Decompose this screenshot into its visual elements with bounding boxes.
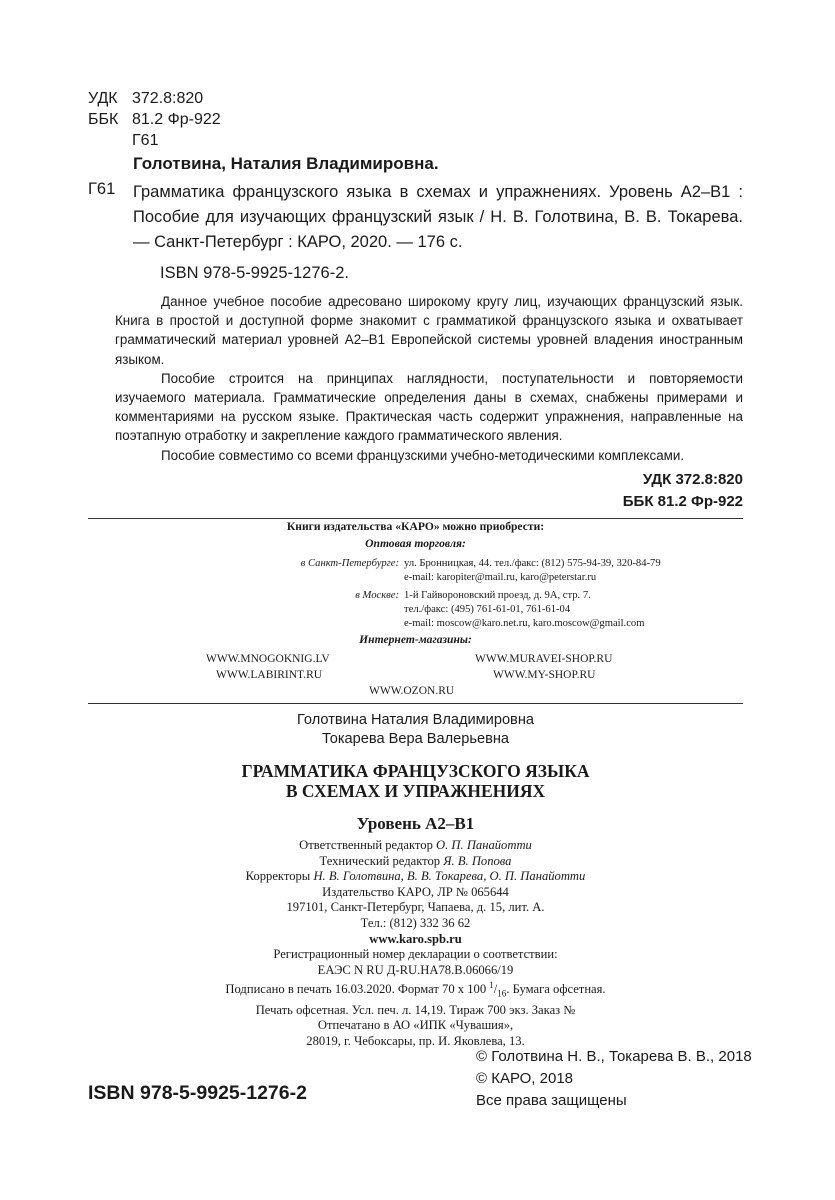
signed-to-print: Подписано в печать 16.03.2020. Формат 70 х 100 $^1/_{16}$. Бумага офсетная. xyxy=(225,980,606,1000)
spb-block xyxy=(88,557,743,585)
classification-bottom xyxy=(623,469,743,513)
shop-link[interactable]: WWW.OZON.RU xyxy=(369,685,455,697)
spb-email: e-mail: karopiter@mail.ru, karo@peterstar.ru xyxy=(404,572,597,583)
msk-block xyxy=(88,589,743,631)
title-line: В СХЕМАХ И УПРАЖНЕНИЯХ xyxy=(285,781,546,801)
msk-lines xyxy=(404,589,644,631)
shop-link[interactable]: WWW.LABIRINT.RU xyxy=(216,669,323,681)
printer-address: 28019, г. Чебоксары, пр. И. Яковлева, 13. xyxy=(306,1033,525,1048)
annotation-paragraph: Данное учебное пособие адресовано широкому кругу лиц, изучающих французский язык. Книга в простой и доступной форме знакомит с грамматикой французского языка и охватывает грамматический материал уровней А2–В1 Европейской системы уровней владения иностранным языком. xyxy=(115,294,743,367)
author-name: Голотвина Наталия Владимировна xyxy=(297,712,534,728)
cutter-code: Г61 xyxy=(132,132,159,149)
book-title xyxy=(88,761,743,801)
udk-label: УДК xyxy=(88,90,118,107)
title-line: ГРАММАТИКА ФРАНЦУЗСКОГО ЯЗЫКА xyxy=(241,761,590,781)
copyright-line: © КАРО, 2018 xyxy=(476,1070,574,1087)
publisher-address: 197101, Санкт-Петербург, Чапаева, д. 15, лит. А. xyxy=(286,900,545,915)
divider-top xyxy=(88,518,743,519)
bbk-value: 81.2 Фр-922 xyxy=(132,111,221,128)
registration-line: Регистрационный номер декларации о соответствии: xyxy=(273,947,558,962)
online-heading: Интернет-магазины: xyxy=(359,633,472,646)
udk-bottom: УДК 372.8:820 xyxy=(642,471,743,488)
online-shops xyxy=(88,647,743,703)
spb-lines xyxy=(404,557,661,585)
msk-email: e-mail: moscow@karo.net.ru, karo.moscow@gmail.com xyxy=(404,618,645,629)
sales-info xyxy=(88,520,743,703)
spb-address: ул. Бронницкая, 44. тел./факс: (812) 575-94-39, 320-84-79 xyxy=(404,558,661,569)
author-name: Токарева Вера Валерьевна xyxy=(321,731,510,747)
msk-phone: тел./факс: (495) 761-61-01, 761-61-04 xyxy=(404,604,571,615)
spb-label: в Санкт-Петербурге: xyxy=(300,558,399,569)
wholesale-heading: Оптовая торговля: xyxy=(365,537,466,550)
shop-link[interactable]: WWW.MNOGOKNIG.LV xyxy=(206,653,330,665)
udk-value: 372.8:820 xyxy=(132,90,204,107)
copyright-line: © Голотвина Н. В., Токарева В. В., 2018 xyxy=(476,1048,752,1065)
imprint xyxy=(88,838,743,1049)
technical-editor: Технический редактор Я. В. Попова xyxy=(319,853,512,868)
udk-row xyxy=(88,88,221,109)
authors xyxy=(88,711,743,749)
annotation xyxy=(115,292,743,465)
bibliographic-record: Грамматика французского языка в схемах и упражнениях. Уровень А2–В1 : Пособие для изучающих французский язык / Н. В. Голотвина, В. В. Токарева. — Санкт-Петербург : КАРО, 2020. — 176 с. xyxy=(133,183,743,251)
bbk-label: ББК xyxy=(88,111,119,128)
rights-reserved: Все права защищены xyxy=(476,1092,627,1109)
annotation-paragraph: Пособие строится на принципах наглядности, поступательности и повторяемости изучаемого материала. Грамматические определения даны в схемах, снабжены примерами и комментариями на русском языке. Практическая часть содержит упражнения, направленные на поэтапную отработку и закрепление каждого грамматического явления. xyxy=(115,370,743,444)
classification-codes xyxy=(88,88,221,151)
print-info: Печать офсетная. Усл. печ. л. 14,19. Тираж 700 экз. Заказ № xyxy=(255,1002,576,1017)
publisher-website[interactable]: www.karo.spb.ru xyxy=(369,931,462,946)
copyright xyxy=(476,1046,752,1112)
bbk-bottom: ББК 81.2 Фр-922 xyxy=(622,493,743,510)
level: Уровень А2–В1 xyxy=(356,814,475,833)
isbn-bottom: ISBN 978-5-9925-1276-2 xyxy=(88,1082,307,1104)
correctors: Корректоры Н. В. Голотвина, В. В. Токарева, О. П. Панайотти xyxy=(245,869,586,884)
shop-link[interactable]: WWW.MURAVEI-SHOP.RU xyxy=(475,653,613,665)
bbk-row xyxy=(88,109,221,130)
responsible-editor: Ответственный редактор О. П. Панайотти xyxy=(299,838,532,852)
registration-number: ЕАЭС N RU Д-RU.HA78.B.06066/19 xyxy=(317,962,514,977)
isbn-line: ISBN 978-5-9925-1276-2. xyxy=(160,264,349,282)
printed-by: Отпечатано в АО «ИПК «Чувашия», xyxy=(317,1018,514,1033)
cutter-mark: Г61 xyxy=(88,180,116,198)
msk-label: в Москве: xyxy=(355,590,399,601)
shop-link[interactable]: WWW.MY-SHOP.RU xyxy=(493,669,596,681)
divider-bottom xyxy=(88,703,743,704)
cutter-row xyxy=(88,130,221,151)
publisher-phone: Тел.: (812) 332 36 62 xyxy=(360,915,471,930)
author-heading: Голотвина, Наталия Владимировна. xyxy=(133,154,439,173)
sales-heading: Книги издательства «КАРО» можно приобрести: xyxy=(286,520,545,533)
annotation-paragraph: Пособие совместимо со всеми французскими учебно-методическими комплексами. xyxy=(161,447,685,463)
msk-address: 1-й Гайвороновский проезд, д. 9А, стр. 7. xyxy=(404,590,591,601)
publisher: Издательство КАРО, ЛР № 065644 xyxy=(322,884,509,899)
